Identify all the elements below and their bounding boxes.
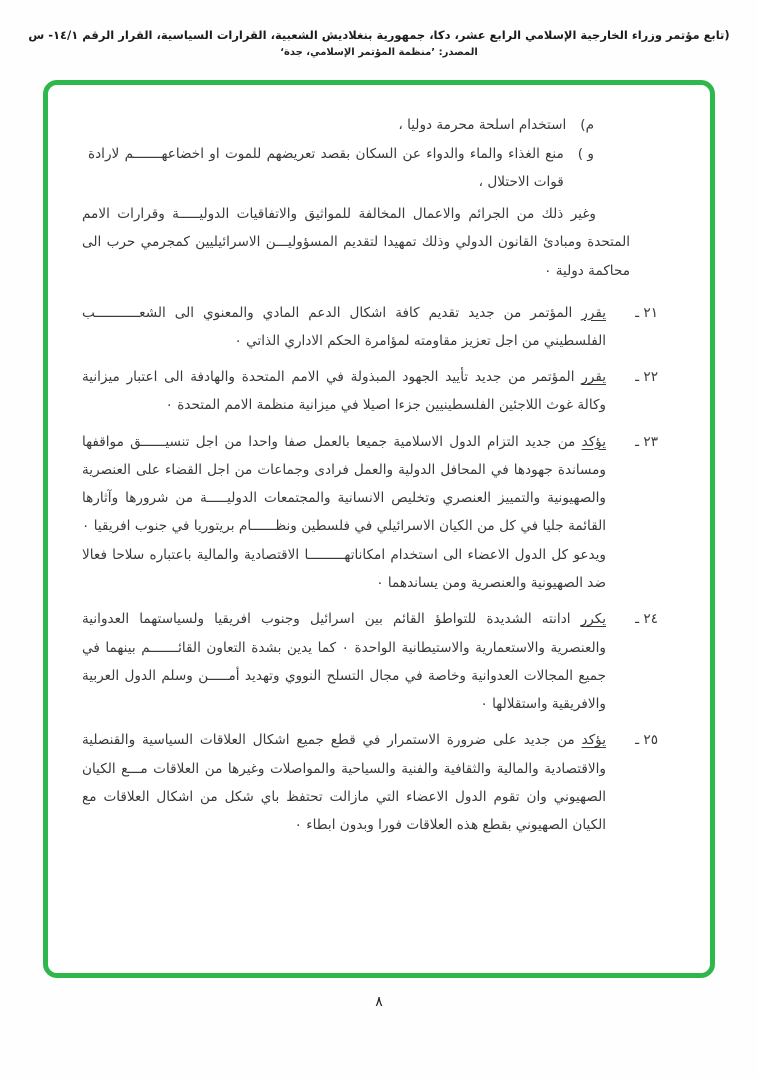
item-keyword: يقرر bbox=[581, 369, 606, 386]
page-number: ٨ bbox=[375, 994, 383, 1011]
item-body-text: المؤتمر من جديد تقديم كافة اشكال الدعم المادي والمعنوي الى الشعـــــــــــب الفلسطيني من اجل تعزيز مقاومته لمؤامرة الحكم الاداري الذاتي ٠ bbox=[82, 304, 606, 349]
clause-waw bbox=[88, 140, 594, 197]
item-number: ٢٥ ـ bbox=[635, 732, 658, 749]
resolution-item-23 bbox=[82, 428, 658, 598]
item-text bbox=[82, 726, 606, 839]
item-number: ٢٢ ـ bbox=[635, 369, 658, 386]
item-body-text: من جديد على ضرورة الاستمرار في قطع جميع اشكال العلاقات السياسية والقنصلية والاقتصادية والمالية والثقافية والفنية والسياحية والمواصلات وغيرها من العلاقات مـــع الكيان الصهيوني وان تقوم الدول الاعضاء التي مازالت تحتفظ باي شكل من اشكال العلاقات مع الكيان الصهيوني بقطع هذه العلاقات فورا وبدون ابطاء ٠ bbox=[82, 732, 606, 834]
clause-text: استخدام اسلحة محرمة دوليا ، bbox=[398, 117, 567, 134]
item-text bbox=[82, 363, 606, 420]
item-number: ٢١ ـ bbox=[635, 304, 658, 321]
item-body-text: المؤتمر من جديد تأييد الجهود المبذولة في الامم المتحدة والهادفة الى اعتبار ميزانية وكالة غوث اللاجئين الفلسطينيين جزءا اصيلا في ميزانية منظمة الامم المتحدة ٠ bbox=[82, 369, 606, 414]
item-text bbox=[82, 299, 606, 356]
item-keyword: يؤكد bbox=[581, 732, 606, 749]
item-body-text: ادانته الشديدة للتواطؤ القائم بين اسرائيل وجنوب افريقيا ولسياستهما العدوانية والعنصرية والاستعمارية والاستيطانية الواحدة ٠ كما يدين بشدة التعاون القائـــــــم بينهما في جميع المجالات العدوانية وخاصة في مجال التسلح النووي وتهديد أمـــــن وسلم الدول العربية والافريقية واستقلالها ٠ bbox=[82, 611, 606, 713]
item-text bbox=[82, 605, 606, 718]
item-keyword: يقرر bbox=[581, 304, 606, 321]
item-keyword: يكرر bbox=[580, 611, 606, 628]
resolution-item-24 bbox=[82, 605, 658, 718]
clause-text: منع الغذاء والماء والدواء عن السكان بقصد تعريضهم للموت او اخضاعهـــــــم لارادة قوات الاحتلال ، bbox=[88, 145, 564, 190]
clause-marker: م) bbox=[580, 117, 594, 134]
resolution-item-21 bbox=[82, 299, 658, 356]
scan-body-text bbox=[82, 111, 658, 839]
item-number: ٢٤ ـ bbox=[635, 611, 658, 628]
item-body-text: من جديد التزام الدول الاسلامية جميعا بالعمل صفا واحدا من اجل تنسيــــــق مواقفها ومساندة جهودها في المحافل الدولية والعمل فرادى وجماعات من اجل القضاء على العنصرية والصهيونية والتمييز العنصري وتخليص الانسانية والمجتمعات الدوليـــــة من شرورها وآثارها القائمة جليا في كل من الكيان الاسرائيلي في فلسطين ونظــــــام بريتوريا في جنوب افريقيا ٠ ويدعو كل الدول الاعضاء الى استخدام امكاناتهـــــــــا الاقتصادية والمالية باعتباره سلاحا فعالا ضد الصهيونية والعنصرية ومن يساندهما ٠ bbox=[82, 433, 606, 591]
resolution-item-25 bbox=[82, 726, 658, 839]
clause-meem bbox=[88, 111, 594, 139]
intro-paragraph: وغير ذلك من الجرائم والاعمال المخالفة للمواثيق والاتفاقيات الدوليـــــة وقرارات الامم المتحدة ومبادئ القانون الدولي وذلك تمهيدا لتقديم المسؤوليـــن الاسرائيليين كمجرمي حرب الى محاكمة دولية ٠ bbox=[82, 206, 630, 279]
resolution-item-22 bbox=[82, 363, 658, 420]
green-highlight-frame bbox=[43, 80, 715, 978]
item-keyword: يؤكد bbox=[581, 433, 606, 450]
item-number: ٢٣ ـ bbox=[635, 433, 658, 450]
document-header bbox=[0, 0, 758, 58]
clause-marker: و ) bbox=[577, 145, 594, 162]
item-text bbox=[82, 428, 606, 598]
header-source-line: المصدر: ’منظمة المؤتمر الإسلامي، جدة‘ bbox=[280, 47, 478, 59]
header-title-line: (تابع مؤتمر وزراء الخارجية الإسلامي الرابع عشر، دكا، جمهورية بنغلاديش الشعبية، القرارات السياسية، القرار الرقم ١٤/١- س bbox=[28, 28, 730, 42]
